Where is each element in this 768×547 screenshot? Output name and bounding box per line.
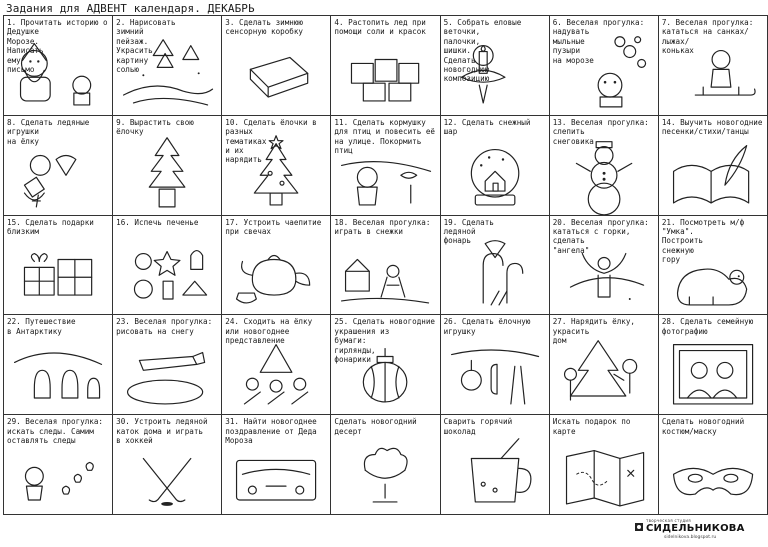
task-text: 5. Собрать еловые веточки, палочки, шишки. Сделать новогоднюю композицию bbox=[443, 18, 522, 84]
task-cell bbox=[113, 16, 222, 116]
task-cell bbox=[222, 16, 331, 116]
publisher-brand: СИДЕЛЬНИКОВА bbox=[646, 523, 745, 534]
task-cell bbox=[659, 315, 768, 415]
task-text: 14. Выучить новогодние песенки/стихи/танцы bbox=[661, 117, 763, 137]
task-text: Искать подарок по карте bbox=[552, 417, 631, 436]
task-cell bbox=[4, 315, 113, 415]
publisher-subtitle: творческая студия bbox=[646, 518, 692, 523]
task-cell bbox=[659, 116, 768, 216]
task-cell bbox=[331, 315, 440, 415]
task-text: 16. Испечь печенье bbox=[116, 217, 199, 227]
cookies-icon bbox=[113, 216, 221, 315]
task-text: 8. Сделать ледяные игрушки на ёлку bbox=[7, 117, 90, 146]
task-cell bbox=[222, 216, 331, 316]
task-text: 18. Веселая прогулка: играть в снежки bbox=[334, 217, 431, 236]
task-cell bbox=[550, 116, 659, 216]
task-text: 2. Нарисовать зимний пейзаж. Украсить картину солью bbox=[116, 18, 176, 75]
publisher-url: sidelnikova.blogspot.ru bbox=[664, 535, 717, 540]
task-text: 24. Сходить на ёлку или новогоднее представление bbox=[225, 317, 313, 346]
task-cell bbox=[222, 116, 331, 216]
task-cell bbox=[659, 415, 768, 515]
advent-grid bbox=[3, 15, 768, 515]
task-text: 23. Веселая прогулка: рисовать на снегу bbox=[116, 317, 213, 336]
task-text: 21. Посмотреть м/ф "Умка". Построить снежную гору bbox=[661, 217, 745, 265]
task-text: 10. Сделать ёлочки в разных тематиках и их нарядить bbox=[225, 117, 317, 165]
task-text: Сделать новогодний десерт bbox=[334, 417, 417, 436]
task-text: 20. Веселая прогулка: кататься с горки, сделать "ангела" bbox=[552, 217, 649, 255]
task-cell bbox=[441, 216, 550, 316]
task-text: 12. Сделать снежный шар bbox=[443, 117, 531, 137]
task-cell bbox=[441, 415, 550, 515]
task-text: 11. Сделать кормушку для птиц и повесить её на улице. Покормить птиц bbox=[334, 117, 436, 156]
publisher-logo bbox=[634, 518, 754, 544]
task-cell bbox=[222, 315, 331, 415]
task-text: 22. Путешествие в Антарктику bbox=[7, 317, 76, 336]
task-text: 26. Сделать ёлочную игрушку bbox=[443, 317, 531, 336]
task-cell bbox=[4, 16, 113, 116]
task-text: 4. Растопить лед при помощи соли и красок bbox=[334, 18, 426, 37]
task-text: 1. Прочитать историю о Дедушке Морозе. Написать ему письмо bbox=[7, 18, 108, 75]
task-cell bbox=[550, 16, 659, 116]
task-text: Сделать новогодний костюм/маску bbox=[661, 417, 745, 436]
task-text: 13. Веселая прогулка: слепить снеговика bbox=[552, 117, 649, 146]
task-cell bbox=[113, 415, 222, 515]
task-text: 3. Сделать зимнюю сенсорную коробку bbox=[225, 18, 304, 37]
task-text: 15. Сделать подарки близким bbox=[7, 217, 94, 236]
task-cell bbox=[113, 116, 222, 216]
task-cell bbox=[441, 315, 550, 415]
task-cell bbox=[4, 116, 113, 216]
task-cell bbox=[331, 415, 440, 515]
task-cell bbox=[331, 216, 440, 316]
page-title: Задания для АДВЕНТ календаря. ДЕКАБРЬ bbox=[6, 2, 255, 15]
task-cell bbox=[331, 116, 440, 216]
task-text: 25. Сделать новогодние украшения из бумаги: гирлянды, фонарики bbox=[334, 317, 436, 365]
task-cell bbox=[441, 116, 550, 216]
task-text: 7. Веселая прогулка: кататься на санках/ лыжах/ коньках bbox=[661, 18, 754, 56]
task-cell bbox=[222, 415, 331, 515]
task-text: 28. Сделать семейную фотографию bbox=[661, 317, 754, 336]
task-text: Сварить горячий шоколад bbox=[443, 417, 513, 436]
task-cell bbox=[4, 415, 113, 515]
task-cell bbox=[441, 16, 550, 116]
task-text: 31. Найти новогоднее поздравление от Деда Мороза bbox=[225, 417, 317, 445]
task-text: 30. Устроить ледяной каток дома и играть в хоккей bbox=[116, 417, 208, 445]
task-text: 27. Нарядить ёлку, украсить дом bbox=[552, 317, 635, 346]
task-text: 29. Веселая прогулка: искать следы. Самим оставлять следы bbox=[7, 417, 104, 445]
task-text: 17. Устроить чаепитие при свечах bbox=[225, 217, 322, 236]
task-cell bbox=[331, 16, 440, 116]
task-cell bbox=[659, 16, 768, 116]
task-cell bbox=[113, 315, 222, 415]
task-cell bbox=[550, 216, 659, 316]
studio-logo-icon bbox=[634, 522, 644, 532]
task-text: 19. Сделать ледяной фонарь bbox=[443, 217, 494, 246]
task-cell bbox=[659, 216, 768, 316]
task-text: 6. Веселая прогулка: надувать мыльные пузыри на морозе bbox=[552, 18, 645, 65]
task-text: 9. Вырастить свою ёлочку bbox=[116, 117, 194, 137]
task-cell bbox=[550, 415, 659, 515]
task-cell bbox=[113, 216, 222, 316]
task-cell bbox=[550, 315, 659, 415]
task-cell bbox=[4, 216, 113, 316]
